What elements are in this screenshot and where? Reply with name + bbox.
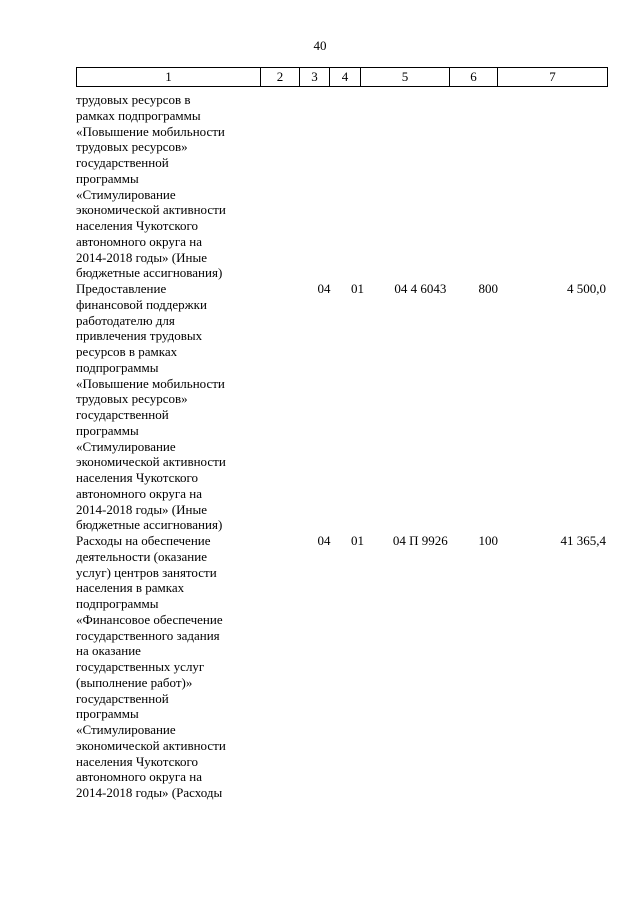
- row-col5: 04 4 6043: [394, 281, 447, 296]
- table-row: [76, 533, 607, 801]
- page-number: 40: [313, 38, 327, 53]
- row-col6: 100: [478, 533, 498, 548]
- row-description: Предоставление финансовой поддержки работодателю для привлечения трудовых ресурсов в рамках подпрограммы «Повышение мобильности трудовых ресурсов» государственной программы «Стимулирование экономической активности населения Чукотского автономного округа на 2014-2018 годы» (Иные бюджетные ассигнования): [76, 281, 226, 533]
- header-cell: 4: [330, 68, 361, 87]
- row-col6: 800: [478, 281, 498, 296]
- header-cell: 2: [261, 68, 300, 87]
- row-col3: [301, 92, 341, 281]
- header-cell: 3: [300, 68, 330, 87]
- header-cell: 7: [498, 68, 608, 87]
- table-header: [76, 67, 608, 87]
- row-description: трудовых ресурсов в рамках подпрограммы «Повышение мобильности трудовых ресурсов» государственной программы «Стимулирование экономической активности населения Чукотского автономного округа на 2014-2018 годы» (Иные бюджетные ассигнования): [76, 92, 226, 281]
- row-col3: 04: [317, 533, 331, 548]
- row-col2: [260, 92, 301, 281]
- row-col3: 04: [317, 281, 331, 296]
- row-description: Расходы на обеспечение деятельности (оказание услуг) центров занятости населения в рамках подпрограммы «Финансовое обеспечение государственного задания на оказание государственных услуг (выполнение работ)» государственной программы «Стимулирование экономической активности населения Чукотского автономного округа на 2014-2018 годы» (Расходы: [76, 533, 226, 800]
- header-cell: 6: [450, 68, 498, 87]
- row-col6: [466, 92, 510, 281]
- row-col5: [374, 92, 466, 281]
- row-col2: [260, 533, 301, 801]
- table-row: [76, 281, 607, 533]
- table-row: [76, 92, 607, 281]
- row-col4: 01: [350, 533, 364, 548]
- header-cell: 5: [361, 68, 450, 87]
- row-col4: 01: [350, 281, 364, 296]
- table-body: [76, 92, 607, 801]
- row-col4: [341, 92, 375, 281]
- row-col7: 4 500,0: [567, 281, 606, 296]
- row-col5: 04 П 9926: [392, 533, 448, 548]
- row-col7: 41 365,4: [560, 533, 606, 548]
- header-cell: 1: [77, 68, 261, 87]
- row-col2: [260, 281, 301, 533]
- header-row: [77, 68, 608, 87]
- row-col7: [510, 92, 607, 281]
